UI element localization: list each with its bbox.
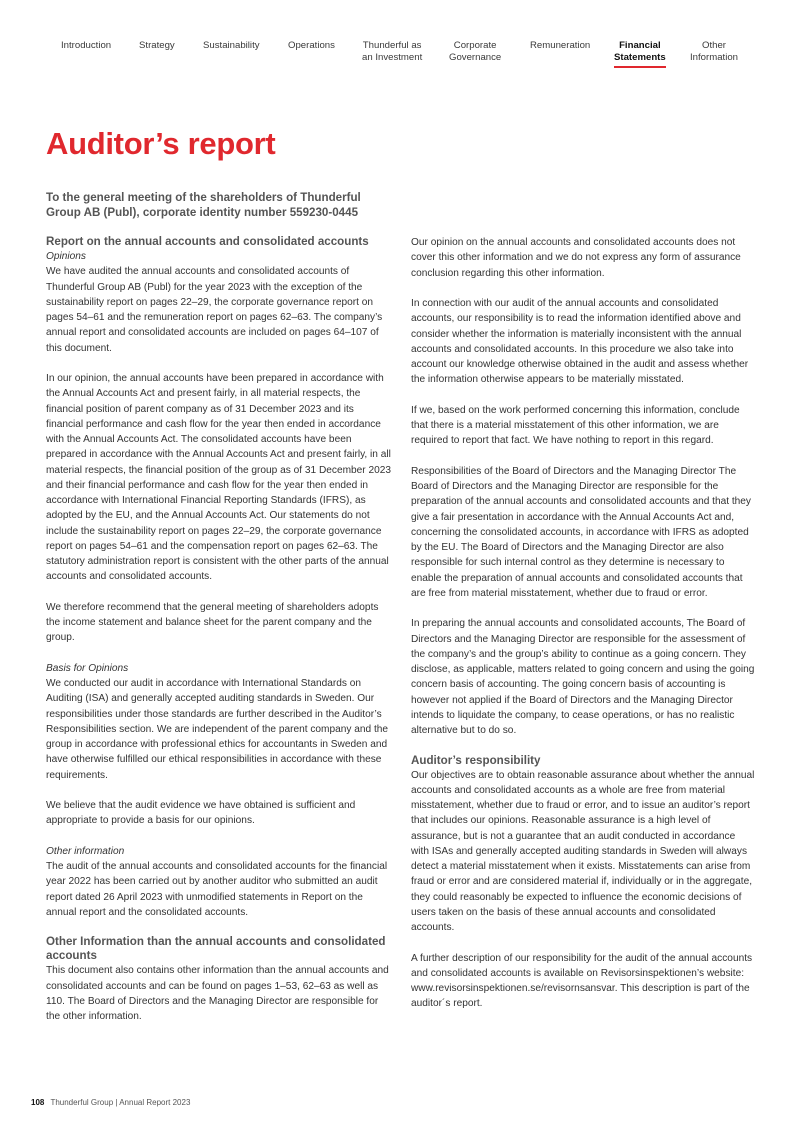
nav-other-information[interactable] — [690, 40, 738, 64]
paragraph: We conducted our audit in accordance with International Standards on Auditing (ISA) and generally accepted auditing standards in Sweden. Our responsibilities under those standards are further described in the Auditor’s Responsibilities section. We are independent of the parent company and the group in accordance with professional ethics for accountants in Sweden and have otherwise fulfilled our ethical responsibilities in accordance with these requirements. — [46, 678, 389, 781]
section-heading-auditors-responsibility: Auditor’s responsibility — [411, 753, 541, 767]
nav-label: Remuneration — [530, 40, 591, 51]
nav-label-line1: Corporate — [453, 40, 497, 51]
report-addressee: To the general meeting of the shareholders of Thunderful Group AB (Publ), corporate identity number 559230-0445 — [46, 191, 361, 219]
page-number: 108 — [31, 1098, 45, 1107]
right-column — [411, 235, 756, 1012]
nav-label: Operations — [288, 40, 335, 51]
subheading-basis-for-opinions: Basis for Opinions — [46, 662, 129, 674]
active-tab-underline — [614, 66, 666, 68]
nav-strategy[interactable] — [139, 40, 175, 52]
nav-financial-statements[interactable] — [614, 40, 666, 68]
paragraph: This document also contains other information than the annual accounts and consolidated accounts and can be found on pages 1–53, 62–63 as well as 110. The Board of Directors and the Managing Director are responsible for the other information. — [46, 965, 389, 1022]
nav-label: Strategy — [139, 40, 175, 51]
nav-sustainability[interactable] — [203, 40, 260, 52]
nav-remuneration[interactable] — [530, 40, 590, 52]
nav-thunderful-as-investment[interactable] — [362, 40, 422, 64]
subheading-other-information: Other information — [46, 845, 125, 857]
nav-introduction[interactable] — [61, 40, 111, 52]
nav-label-line2: Governance — [449, 52, 502, 63]
paragraph: Our objectives are to obtain reasonable assurance about whether the annual accounts and consolidated accounts as a whole are free from material misstatement, whether due to fraud or error, and to issue an auditor’s report that includes our opinions. Reasonable assurance is a high level of assurance, but is not a guarantee that an audit conducted in accordance with ISAs and generally accepted auditing standards in Sweden will always detect a material misstatement when it exists. Misstatements can arise from fraud or error and are considered material if, individually or in the aggregate, they could reasonably be expected to influence the economic decisions of users taken on the basis of these annual accounts and consolidated accounts. — [411, 769, 755, 933]
nav-operations[interactable] — [288, 40, 335, 52]
section-heading-other-information: Other Information than the annual accounts and consolidated accounts — [46, 935, 386, 963]
paragraph: A further description of our responsibility for the audit of the annual accounts and consolidated accounts is available on Revisorsinspektionen’s website: www.revisorsinspektionen.se/revisornsansvar. This description is part of the auditor´s report. — [411, 952, 753, 1010]
page-title: Auditor’s report — [46, 126, 276, 161]
subheading-opinions: Opinions — [46, 251, 86, 262]
paragraph: In preparing the annual accounts and consolidated accounts, The Board of Directors and the Managing Director are responsible for the assessment of the company’s and the group’s ability to continue as a going concern. They disclose, as applicable, matters related to going concern and using the going concern basis of accounting. The going concern basis of accounting is however not applied if the Board of Directors and the Managing Director intends to liquidate the company, to cease operations, or has no realistic alternative but to do so. — [411, 618, 755, 736]
paragraph: Our opinion on the annual accounts and consolidated accounts does not cover this other information and we do not express any form of assurance conclusion regarding this other information. — [411, 237, 741, 279]
paragraph: We therefore recommend that the general meeting of shareholders adopts the income statement and balance sheet for the parent company and the group. — [46, 601, 379, 644]
left-column — [46, 235, 391, 1024]
paragraph: The audit of the annual accounts and consolidated accounts for the financial year 2022 has been carried out by another auditor who submitted an audit report dated 26 April 2023 with unmodified statements in Report on the annual report and the consolidated accounts. — [46, 861, 388, 918]
nav-label-line2: Information — [690, 52, 738, 63]
paragraph: We believe that the audit evidence we have obtained is sufficient and appropriate to provide a basis for our opinions. — [46, 800, 356, 827]
paragraph: Responsibilities of the Board of Directors and the Managing Director The Board of Directors and the Managing Director are responsible for the preparation of the annual accounts and consolidated accounts and that they give a fair presentation in accordance with the Annual Accounts Act and, concerning the consolidated accounts, in accordance with IFRS as adopted by the EU. The Board of Directors and the Managing Director are also responsible for such internal control as they determine is necessary to enable the preparation of annual accounts and consolidated accounts that are free from material misstatement, whether due to fraud or error. — [411, 465, 751, 599]
nav-label: Sustainability — [203, 40, 260, 51]
nav-label-line1: Thunderful as — [362, 40, 422, 51]
paragraph: In connection with our audit of the annual accounts and consolidated accounts, our responsibility is to read the information identified above and consider whether the information is materially inconsistent with the annual accounts and consolidated accounts. In this procedure we also take into account our knowledge otherwise obtained in the audit and assess whether the information otherwise appears to be materially misstated. — [411, 298, 749, 386]
nav-label: Introduction — [61, 40, 112, 51]
nav-label-line2: an Investment — [362, 52, 423, 63]
nav-label-line1: Financial — [619, 40, 661, 51]
nav-corporate-governance[interactable] — [449, 40, 501, 64]
footer-text: Thunderful Group | Annual Report 2023 — [50, 1098, 191, 1107]
nav-label-line1: Other — [702, 40, 726, 51]
paragraph: We have audited the annual accounts and consolidated accounts of Thunderful Group AB (Publ) for the year 2023 with the exception of the sustainability report on pages 22–29, the corporate governance report on pages 54–61 and the remuneration report on pages 62–63. The company’s annual report and consolidated accounts are included on pages 64–107 of this document. — [46, 266, 383, 354]
paragraph: In our opinion, the annual accounts have been prepared in accordance with the Annual Accounts Act and present fairly, in all material respects, the financial position of parent company as of 31 December 2023 and its financial performance and cash flow for the year then ended in accordance with the Annual Accounts Act. The consolidated accounts have been prepared in accordance with the Annual Accounts Act and present fairly, in all material respects, the financial position of the group as of 31 December 2023 and their financial performance and cash flow for the year then ended in accordance with International Financial Reporting Standards (IFRS), as adopted by the EU, and the Annual Accounts Act. Our statements do not include the sustainability report on pages 22–29, the corporate governance report on pages 54–61 and the compensation report on pages 62–63. The statutory administration report is consistent with the other parts of the annual accounts and consolidated accounts. — [46, 373, 392, 583]
paragraph: If we, based on the work performed concerning this information, conclude that there is a material misstatement of this other information, we are required to report that fact. We have nothing to report in this regard. — [411, 404, 740, 447]
top-navigation — [0, 40, 800, 80]
nav-label-line2: Statements — [614, 52, 666, 63]
page-footer — [31, 1098, 190, 1107]
section-heading-report: Report on the annual accounts and consolidated accounts — [46, 235, 369, 248]
